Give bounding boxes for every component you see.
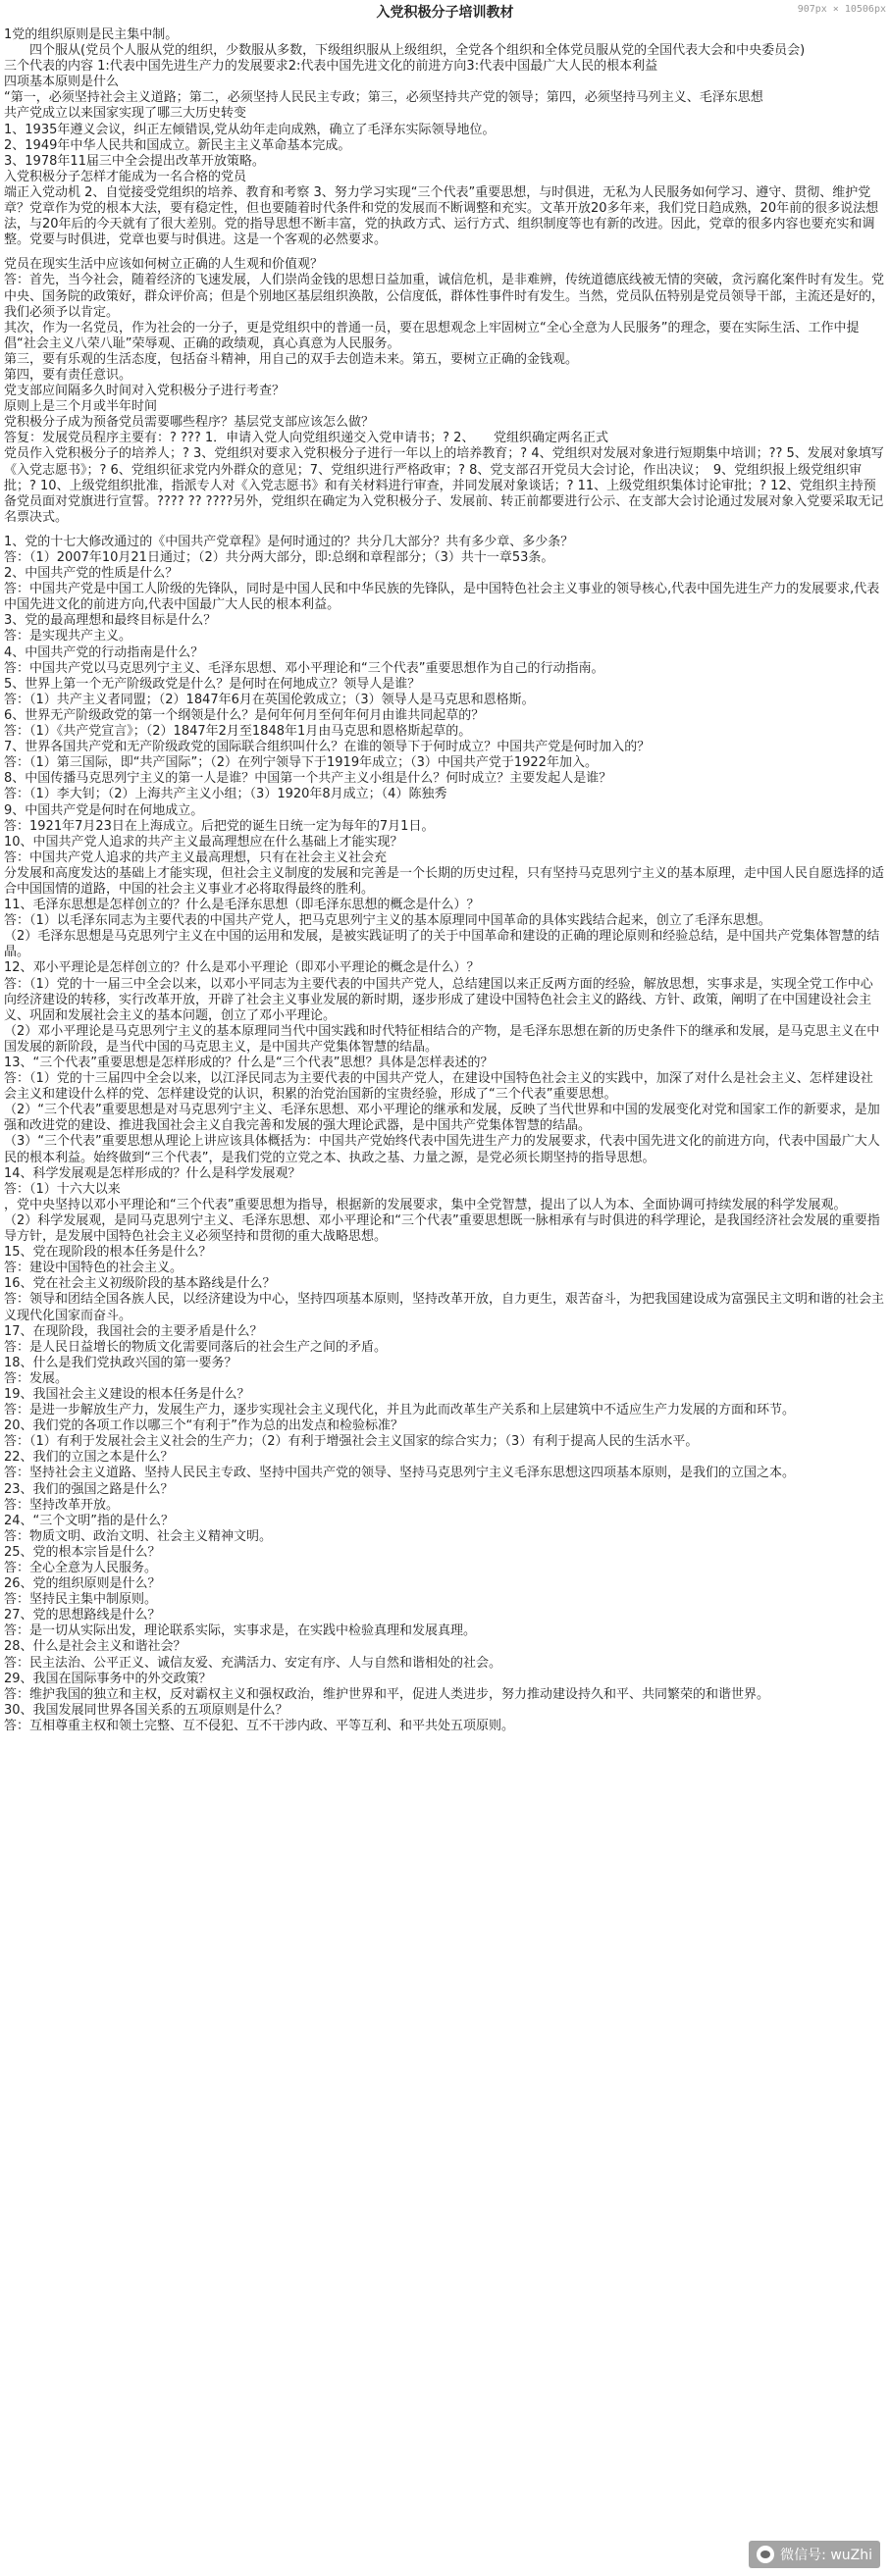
paragraph: （3）“三个代表”重要思想从理论上讲应该具体概括为：中国共产党始终代表中国先进生产力的发展要求，代表中国先进文化的前进方向，代表中国最广大人民的根本利益。始终做到“三个代表”，是我们党的立党之本、执政之基、力量之源，是党必须长期坚持的指导思想。	[4, 1134, 880, 1165]
paragraph: 8、中国传播马克思列宁主义的第一人是谁？中国第一个共产主义小组是什么？何时成立？主要发起人是谁？	[4, 771, 612, 787]
paragraph: 答：是实现共产主义。	[4, 629, 132, 644]
paragraph: 答：是人民日益增长的物质文化需要同落后的社会生产之间的矛盾。	[4, 1339, 388, 1355]
paragraph: 29、我国在国际事务中的外交政策？	[4, 1671, 212, 1686]
paragraph: 15、党在现阶段的根本任务是什么？	[4, 1245, 212, 1261]
watermark-text: 微信号: wuZhi	[780, 2548, 872, 2563]
paragraph: 党员在现实生活中应该如何树立正确的人生观和价值观？	[4, 257, 324, 273]
paragraph: 13、“三个代表”重要思想是怎样形成的？什么是“三个代表”思想？具体是怎样表述的？	[4, 1056, 494, 1070]
paragraph: 答：坚持社会主义道路、坚持人民民主专政、坚持中国共产党的领导、坚持马克思列宁主义毛泽东思想这四项基本原则，是我们的立国之本。	[4, 1466, 796, 1481]
document-body	[4, 27, 884, 1734]
paragraph: 答：是一切从实际出发，理论联系实际，实事求是，在实践中检验真理和发展真理。	[4, 1623, 477, 1639]
dimension-label: 907px × 10506px	[797, 4, 886, 15]
paragraph: 6、世界无产阶级政党的第一个纲领是什么？是何年何月至何年何月由谁共同起草的？	[4, 707, 485, 723]
watermark	[749, 2541, 880, 2568]
wechat-icon	[757, 2546, 774, 2563]
paragraph: 四个服从(党员个人服从党的组织，少数服从多数，下级组织服从上级组织，全党各个组织和全体党员服从党的全国代表大会和中央委员会)	[4, 43, 806, 59]
paragraph: 12、邓小平理论是怎样创立的？什么是邓小平理论（即邓小平理论的概念是什么）？	[4, 960, 480, 976]
paragraph: 答：（1）党的十三届四中全会以来，以江泽民同志为主要代表的中国共产党人，在建设中国特色社会主义的实践中，加深了对什么是社会主义、怎样建设社会主义和建设什么样的党、怎样建设党的认识，积累的治党治国新的宝贵经验，形成了“三个代表”重要思想。	[4, 1071, 873, 1103]
paragraph: 11、毛泽东思想是怎样创立的？什么是毛泽东思想（即毛泽东思想的概念是什么）？	[4, 898, 480, 913]
paragraph: 党员作入党积极分子的培养人；? 3、党组织对要求入党积极分子进行一年以上的培养教育；? 4、党组织对发展对象进行短期集中培训；?? 5、发展对象填写《入党志愿书》；? 6、党组织征求党内外群众的意见；7、党组织进行严格政审；? 8、党支部召开党员大会讨论，作出决议； 9、党组织报上级党组织审批；? 10、上级党组织批准，指派专人对《入党志愿书》和有关材料进行审查，并同发展对象谈话；? 11、上级党组织集体讨论审批；? 12、党组织主持预备党员面对党旗进行宣誓。???? ?? ????另外，党组织在确定为入党积极分子、发展前、转正前都要进行公示、在支部大会讨论通过发展对象入党要采取无记名票决式。	[4, 446, 884, 525]
paragraph: 答：民主法治、公平正义、诚信友爱、充满活力、安定有序、人与自然和谐相处的社会。	[4, 1655, 502, 1671]
paragraph: 20、我们党的各项工作以哪三个“有利于”作为总的出发点和检验标准？	[4, 1418, 404, 1434]
paragraph: 27、党的思想路线是什么？	[4, 1608, 161, 1623]
paragraph: 答：物质文明、政治文明、社会主义精神文明。	[4, 1528, 273, 1544]
paragraph: 22、我们的立国之本是什么？	[4, 1450, 174, 1466]
paragraph: 18、什么是我们党执政兴国的第一要务？	[4, 1355, 237, 1370]
paragraph: 答：（1）以毛泽东同志为主要代表的中国共产党人，把马克思列宁主义的基本原理同中国革命的具体实践结合起来，创立了毛泽东思想。	[4, 913, 771, 929]
paragraph: 党积极分子成为预备党员需要哪些程序？基层党支部应该怎么做？	[4, 415, 375, 431]
paragraph: 3、1978年11届三中全会提出改革开放策略。	[4, 153, 265, 169]
paragraph: ，党中央坚持以邓小平理论和“三个代表”重要思想为指导，根据新的发展要求，集中全党智慧，提出了以人为本、全面协调可持续发展的科学发展观。	[4, 1197, 847, 1212]
paragraph: 10、中国共产党人追求的共产主义最高理想应在什么基础上才能实现？	[4, 834, 403, 850]
paragraph: 答：坚持改革开放。	[4, 1497, 120, 1513]
paragraph: 答：是进一步解放生产力，发展生产力，逐步实现社会主义现代化，并且为此而改革生产关系和上层建筑中不适应生产力发展的方面和环节。	[4, 1403, 796, 1418]
paragraph: 9、中国共产党是何时在何地成立。	[4, 802, 204, 818]
paragraph: 答：发展。	[4, 1370, 69, 1386]
paragraph: （2）科学发展观，是同马克思列宁主义、毛泽东思想、邓小平理论和“三个代表”重要思想既一脉相承有与时俱进的科学理论，是我国经济社会发展的重要指导方针，是发展中国特色社会主义必须坚持和贯彻的重大战略思想。	[4, 1212, 880, 1245]
paragraph: 1、党的十七大修改通过的《中国共产党章程》是何时通过的？共分几大部分？共有多少章、多少条？	[4, 534, 574, 549]
paragraph: 第三，要有乐观的生活态度，包括奋斗精神，用自己的双手去创造未来。第五，要树立正确的金钱观。	[4, 351, 579, 367]
paragraph: 答：（1）《共产党宣言》；（2）1847年2月至1848年1月由马克思和恩格斯起草的。	[4, 724, 472, 740]
paragraph: 答：1921年7月23日在上海成立。后把党的诞生日统一定为每年的7月1日。	[4, 818, 435, 834]
paragraph: 其次，作为一名党员，作为社会的一分子，更是党组织中的普通一员，要在思想观念上牢固树立“全心全意为人民服务”的理念，要在实际生活、工作中提倡“社会主义八荣八耻”荣辱观、正确的政绩观，真心真意为人民服务。	[4, 320, 860, 351]
paragraph: 17、在现阶段，我国社会的主要矛盾是什么？	[4, 1323, 263, 1339]
paragraph: 答：首先，当今社会，随着经济的飞速发展，人们崇尚金钱的思想日益加重，诚信危机，是非难辨，传统道德底线被无情的突破，贪污腐化案件时有发生。党中央、国务院的政策好，群众评价高；但是个别地区基层组织涣散，公信度低，群体性事件时有发生。当然，党员队伍特别是党员领导干部，主流还是好的，我们必须予以肯定。	[4, 273, 885, 320]
paragraph: 答：建设中国特色的社会主义。	[4, 1261, 183, 1276]
paragraph: 1、1935年遵义会议，纠正左倾错误,党从幼年走向成熟，确立了毛泽东实际领导地位。	[4, 122, 496, 137]
paragraph: 答：中国共产党是中国工人阶级的先锋队，同时是中国人民和中华民族的先锋队，是中国特色社会主义事业的领导核心,代表中国先进生产力的发展要求,代表中国先进文化的前进方向,代表中国最广大人民的根本利益。	[4, 582, 880, 613]
paragraph: 答：全心全意为人民服务。	[4, 1561, 158, 1575]
paragraph: 30、我国发展同世界各国关系的五项原则是什么？	[4, 1702, 288, 1718]
paragraph: 答：坚持民主集中制原则。	[4, 1592, 158, 1608]
paragraph: 端正入党动机 2、自觉接受党组织的培养、教育和考察 3、努力学习实现“三个代表”重要思想，与时俱进，无私为人民服务如何学习、遵守、贯彻、维护党章？党章作为党的根本大法，要有稳定性，但也要随着时代条件和党的发展而不断调整和充实。文革开放20多年来，我们党日趋成熟，20年前的很多说法想法，与20年后的今天就有了很大差别。党的指导思想不断丰富，党的执政方式、运行方式、组织制度等也有新的改进。因此，党章的很多内容也要充实和调整。党要与时俱进，党章也要与时俱进。这是一个客观的必然要求。	[4, 184, 879, 248]
paragraph: 19、我国社会主义建设的根本任务是什么？	[4, 1386, 250, 1402]
paragraph: 答：（1）有利于发展社会主义社会的生产力；（2）有利于增强社会主义国家的综合实力；（3）有利于提高人民的生活水平。	[4, 1434, 699, 1450]
paragraph: 28、什么是社会主义和谐社会？	[4, 1639, 186, 1655]
paragraph: 3、党的最高理想和最终目标是什么？	[4, 613, 217, 629]
paragraph: 党支部应间隔多久时间对入党积极分子进行考查？	[4, 384, 286, 399]
paragraph: 第四，要有责任意识。	[4, 367, 132, 383]
paragraph: 答：（1）2007年10月21日通过；（2）共分两大部分，即:总纲和章程部分；（3）共十一章53条。	[4, 550, 554, 565]
paragraph: 答复：发展党员程序主要有：? ??? 1．申请入党人向党组织递交入党申请书；? 2、 党组织确定两名正式	[4, 431, 608, 446]
paragraph: （2）邓小平理论是马克思列宁主义的基本原理同当代中国实践和时代特征相结合的产物，是毛泽东思想在新的历史条件下的继承和发展，是马克思主义在中国发展的新阶段，是当代中国的马克思主义，是中国共产党集体智慧的结晶。	[4, 1023, 880, 1055]
paragraph: 5、世界上第一个无产阶级政党是什么？是何时在何地成立？领导人是谁？	[4, 676, 421, 692]
paragraph: “第一，必须坚持社会主义道路；第二，必须坚持人民民主专政；第三，必须坚持共产党的领导；第四，必须坚持马列主义、毛泽东思想	[4, 90, 763, 106]
paragraph: 4、中国共产党的行动指南是什么？	[4, 644, 204, 660]
paragraph: 26、党的组织原则是什么？	[4, 1576, 161, 1592]
paragraph: 2、1949年中华人民共和国成立。新民主主义革命基本完成。	[4, 137, 351, 153]
paragraph: 分发展和高度发达的基础上才能实现，但社会主义制度的发展和完善是一个长期的历史过程，只有坚持马克思列宁主义的基本原理，走中国人民自愿选择的适合中国国情的道路，中国的社会主义事业才必将取得最终的胜利。	[4, 865, 885, 897]
paragraph: 答：（1）十六大以来	[4, 1181, 121, 1197]
paragraph: 答：维护我国的独立和主权，反对霸权主义和强权政治，维护世界和平，促进人类进步，努力推动建设持久和平、共同繁荣的和谐世界。	[4, 1686, 770, 1702]
paragraph: 7、世界各国共产党和无产阶级政党的国际联合组织叫什么？在谁的领导下于何时成立？中国共产党是何时加入的？	[4, 740, 651, 755]
paragraph: 答：中国共产党人追求的共产主义最高理想，只有在社会主义社会充	[4, 850, 388, 865]
paragraph: 原则上是三个月或半年时间	[4, 399, 158, 415]
paragraph: 24、“三个文明”指的是什么？	[4, 1513, 175, 1528]
paragraph: （2）“三个代表”重要思想是对马克思列宁主义、毛泽东思想、邓小平理论的继承和发展，反映了当代世界和中国的发展变化对党和国家工作的新要求，是加强和改进党的建设、推进我国社会主义自我完善和发展的强大理论武器，是中国共产党集体智慧的结晶。	[4, 1103, 880, 1134]
paragraph: 共产党成立以来国家实现了哪三大历史转变	[4, 106, 247, 122]
paragraph: 答：中国共产党以马克思列宁主义、毛泽东思想、邓小平理论和“三个代表”重要思想作为自己的行动指南。	[4, 660, 604, 676]
paragraph: 四项基本原则是什么	[4, 75, 120, 90]
paragraph: 25、党的根本宗旨是什么？	[4, 1544, 161, 1560]
paragraph: 答：（1）共产主义者同盟；（2）1847年6月在英国伦敦成立；（3）领导人是马克思和恩格斯。	[4, 692, 535, 707]
paragraph: 答：（1）党的十一届三中全会以来，以邓小平同志为主要代表的中国共产党人，总结建国以来正反两方面的经验，解放思想，实事求是，实现全党工作中心向经济建设的转移，实行改革开放，开辟了社会主义事业发展的新时期，逐步形成了建设中国特色社会主义的路线、方针、政策，阐明了在中国建设社会主义、巩固和发展社会主义的基本问题，创立了邓小平理论。	[4, 976, 873, 1023]
paragraph: 1党的组织原则是民主集中制。	[4, 27, 179, 42]
paragraph: 三个代表的内容 1:代表中国先进生产力的发展要求2:代表中国先进文化的前进方向3:代表中国最广大人民的根本利益	[4, 59, 658, 75]
paragraph: 2、中国共产党的性质是什么？	[4, 566, 179, 582]
paragraph: 16、党在社会主义初级阶段的基本路线是什么？	[4, 1276, 276, 1292]
paragraph: （2）毛泽东思想是马克思列宁主义在中国的运用和发展，是被实践证明了的关于中国革命和建设的正确的理论原则和经验总结，是中国共产党集体智慧的结晶。	[4, 929, 880, 960]
paragraph: 14、科学发展观是怎样形成的？什么是科学发展观？	[4, 1165, 301, 1181]
paragraph: 23、我们的强国之路是什么？	[4, 1481, 174, 1497]
paragraph: 答：领导和团结全国各族人民，以经济建设为中心，坚持四项基本原则，坚持改革开放，自力更生，艰苦奋斗，为把我国建设成为富强民主文明和谐的社会主义现代化国家而奋斗。	[4, 1292, 885, 1323]
paragraph: 入党积极分子怎样才能成为一名合格的党员	[4, 169, 247, 184]
paragraph: 答：互相尊重主权和领土完整、互不侵犯、互不干涉内政、平等互利、和平共处五项原则。	[4, 1718, 515, 1733]
page-title: 入党积极分子培训教材	[376, 5, 514, 21]
paragraph: 答：（1）李大钊；（2）上海共产主义小组；（3）1920年8月成立；（4）陈独秀	[4, 787, 447, 802]
paragraph: 答：（1）第三国际，即“共产国际”；（2）在列宁领导下于1919年成立；（3）中国共产党于1922年加入。	[4, 755, 598, 771]
